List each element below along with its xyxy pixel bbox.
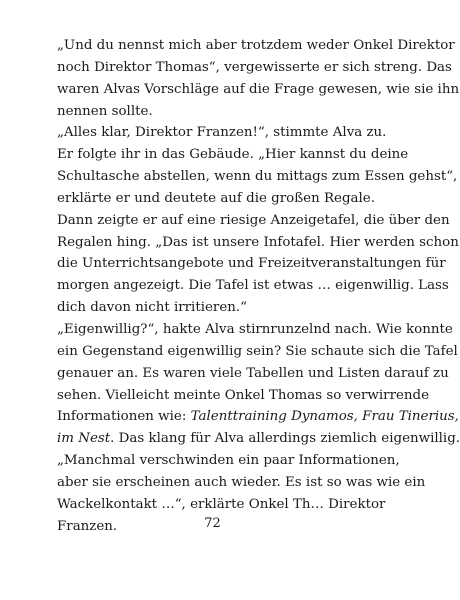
text-line: sehen. Vielleicht meinte Onkel Thomas so verwirrende: [57, 387, 430, 403]
text-line: „Und du nennst mich aber trotzdem weder Onkel Direktor: [57, 38, 455, 53]
text-line: aber sie erscheinen auch wieder. Es ist so was wie ein: [57, 474, 426, 490]
text-run: . Das klang für Alva allerdings ziemlich eigenwillig.: [110, 431, 460, 447]
text-line: [57, 428, 460, 450]
text-run: Informationen wie:: [57, 409, 191, 425]
italic-text: Talenttraining Dynamos, Frau Tinerius,: [190, 409, 459, 425]
text-line: nennen sollte.: [57, 103, 153, 119]
text-line: noch Direktor Thomas“, vergewisserte er sich streng. Das: [57, 59, 452, 75]
text-line: Wackelkontakt …“, erklärte Onkel Th… Direktor: [57, 496, 386, 512]
body-text: [57, 35, 460, 537]
text-line: [57, 406, 459, 428]
text-line: Schultasche abstellen, wenn du mittags zum Essen gehst“,: [57, 169, 458, 185]
text-line: ein Gegenstand eigenwillig sein? Sie schaute sich die Tafel: [57, 343, 458, 359]
text-line: genauer an. Es waren viele Tabellen und Listen darauf zu: [57, 365, 449, 381]
text-line: dich davon nicht irritieren.“: [57, 300, 247, 316]
text-line: waren Alvas Vorschläge auf die Frage gewesen, wie sie ihn: [57, 81, 460, 97]
text-line: morgen angezeigt. Die Tafel ist etwas … eigenwillig. Lass: [57, 278, 449, 294]
text-line: „Manchmal verschwinden ein paar Informationen,: [57, 453, 400, 469]
text-line: Dann zeigte er auf eine riesige Anzeigetafel, die über den: [57, 212, 450, 228]
italic-text: im Nest: [57, 431, 111, 447]
text-line: Regalen hing. „Das ist unsere Infotafel. Hier werden schon: [57, 234, 459, 250]
text-line: erklärte er und deutete auf die großen Regale.: [57, 190, 375, 206]
text-line: Er folgte ihr in das Gebäude. „Hier kannst du deine: [57, 147, 409, 163]
page-number: 72: [204, 516, 221, 531]
text-line: „Alles klar, Direktor Franzen!“, stimmte Alva zu.: [57, 125, 387, 141]
text-line: Franzen.: [57, 518, 118, 534]
text-line: die Unterrichtsangebote und Freizeitveranstaltungen für: [57, 256, 446, 272]
text-line: „Eigenwillig?“, hakte Alva stirnrunzelnd nach. Wie konnte: [57, 321, 453, 337]
